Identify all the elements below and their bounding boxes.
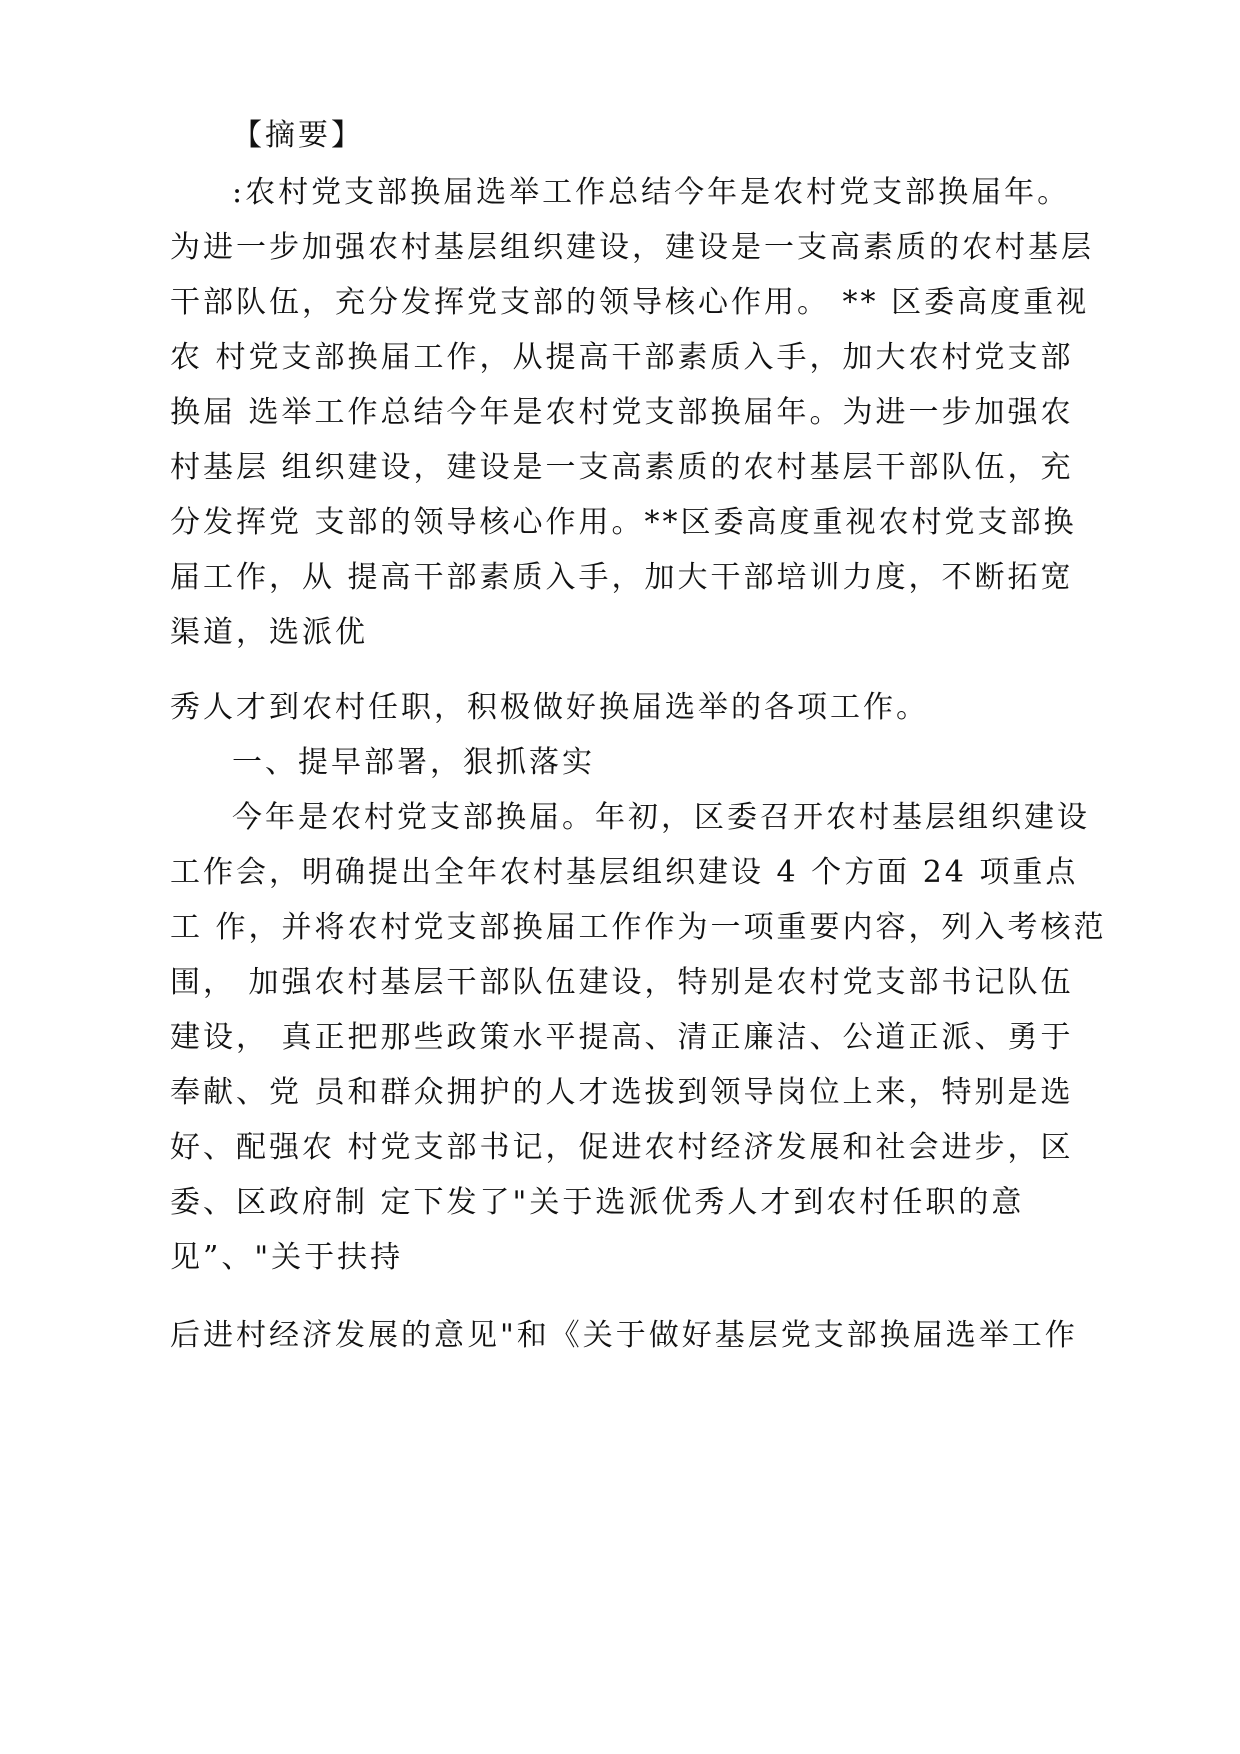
text-line: 建设， 真正把那些政策水平提高、清正廉洁、公道正派、勇于 <box>170 1020 1074 1055</box>
text-line: 为进一步加强农村基层组织建设，建设是一支高素质的农村基层 <box>170 230 1094 265</box>
text-line: 干部队伍，充分发挥党支部的领导核心作用。 ** 区委高度重视 <box>170 285 1090 320</box>
text-line: 工 作，并将农村党支部换届工作作为一项重要内容，列入考核范 <box>170 910 1107 945</box>
text-line: 村基层 组织建设，建设是一支高素质的农村基层干部队伍，充 <box>170 450 1074 485</box>
text-line: 秀人才到农村任职，积极做好换届选举的各项工作。 <box>170 690 929 725</box>
text-line: 今年是农村党支部换届。年初，区委召开农村基层组织建设 <box>232 800 1090 835</box>
text-line: 渠道，选派优 <box>170 615 368 650</box>
text-line: 围， 加强农村基层干部队伍建设，特别是农村党支部书记队伍 <box>170 965 1074 1000</box>
abstract-heading: 【摘要】 <box>232 118 364 153</box>
text-line: 委、区政府制 定下发了"关于选派优秀人才到农村任职的意 <box>170 1185 1025 1220</box>
text-line: 工作会，明确提出全年农村基层组织建设 4 个方面 24 项重点 <box>170 855 1079 890</box>
text-line: 后进村经济发展的意见"和《关于做好基层党支部换届选举工作 <box>170 1318 1078 1353</box>
text-line: 分发挥党 支部的领导核心作用。**区委高度重视农村党支部换 <box>170 505 1077 540</box>
text-line: :农村党支部换届选举工作总结今年是农村党支部换届年。 <box>232 175 1071 210</box>
text-line: 见”、"关于扶持 <box>170 1240 404 1275</box>
section-heading: 一、提早部署，狠抓落实 <box>232 745 595 780</box>
text-line: 好、配强农 村党支部书记，促进农村经济发展和社会进步，区 <box>170 1130 1074 1165</box>
text-line: 换届 选举工作总结今年是农村党支部换届年。为进一步加强农 <box>170 395 1074 430</box>
text-line: 届工作，从 提高干部素质入手，加大干部培训力度，不断拓宽 <box>170 560 1074 595</box>
text-line: 农 村党支部换届工作，从提高干部素质入手，加大农村党支部 <box>170 340 1074 375</box>
text-line: 奉献、党 员和群众拥护的人才选拔到领导岗位上来，特别是选 <box>170 1075 1074 1110</box>
